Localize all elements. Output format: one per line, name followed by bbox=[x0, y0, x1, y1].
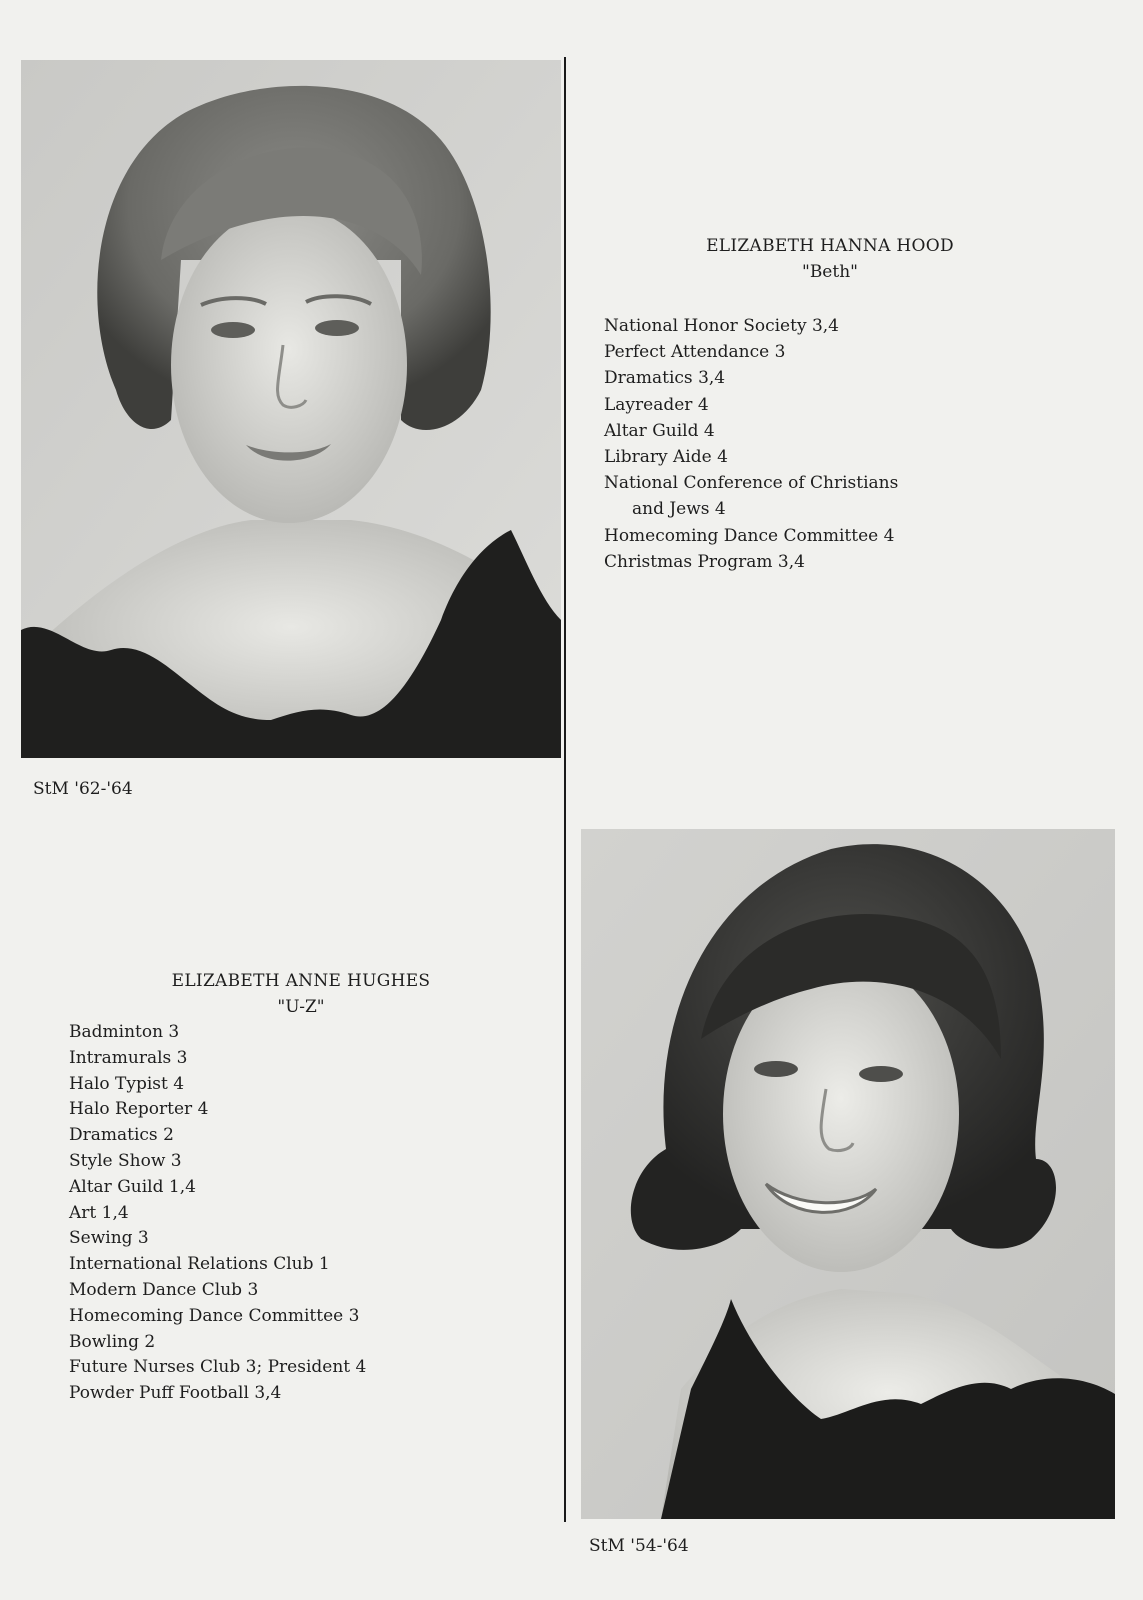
activity-item: Sewing 3 bbox=[69, 1228, 149, 1249]
activity-item: Art 1,4 bbox=[69, 1202, 129, 1223]
student-nickname: "Beth" bbox=[802, 262, 858, 282]
portrait-photo-hood bbox=[21, 60, 561, 758]
activity-item: Layreader 4 bbox=[604, 394, 709, 415]
activity-item: Halo Typist 4 bbox=[69, 1073, 185, 1094]
activity-item: Homecoming Dance Committee 3 bbox=[69, 1305, 360, 1326]
student-name-block-hood bbox=[700, 233, 960, 285]
activity-item: Perfect Attendance 3 bbox=[604, 342, 786, 363]
activity-item: Powder Puff Football 3,4 bbox=[69, 1383, 282, 1404]
activity-item: Altar Guild 1,4 bbox=[69, 1176, 196, 1197]
activity-item: Altar Guild 4 bbox=[604, 420, 715, 441]
student-name-block-hughes bbox=[170, 968, 432, 1020]
activity-item-continued: and Jews 4 bbox=[632, 499, 726, 520]
activity-item: Dramatics 2 bbox=[69, 1125, 174, 1146]
student-name: ELIZABETH HANNA HOOD bbox=[706, 236, 954, 256]
activity-item: Style Show 3 bbox=[69, 1150, 182, 1171]
attendance-caption-hood: StM '62-'64 bbox=[33, 779, 133, 799]
activities-list-hughes bbox=[69, 1020, 366, 1407]
activity-item: Dramatics 3,4 bbox=[604, 368, 726, 389]
activity-item: National Honor Society 3,4 bbox=[604, 316, 839, 336]
activity-item: Badminton 3 bbox=[69, 1022, 180, 1042]
activity-item: International Relations Club 1 bbox=[69, 1254, 330, 1275]
activity-item: Homecoming Dance Committee 4 bbox=[604, 525, 895, 546]
activity-item: Library Aide 4 bbox=[604, 447, 728, 468]
portrait-photo-hughes bbox=[581, 829, 1115, 1519]
activity-item: Future Nurses Club 3; President 4 bbox=[69, 1357, 367, 1378]
activity-item: Bowling 2 bbox=[69, 1331, 156, 1352]
activity-item: Halo Reporter 4 bbox=[69, 1099, 209, 1120]
activity-item: Intramurals 3 bbox=[69, 1047, 188, 1068]
student-name: ELIZABETH ANNE HUGHES bbox=[171, 971, 431, 991]
activity-item: Christmas Program 3,4 bbox=[604, 551, 805, 572]
activities-list-hood bbox=[604, 313, 898, 575]
student-nickname: "U-Z" bbox=[277, 997, 325, 1017]
attendance-caption-hughes: StM '54-'64 bbox=[589, 1536, 689, 1556]
activity-item: National Conference of Christians bbox=[604, 473, 899, 494]
center-divider bbox=[564, 57, 566, 1522]
activity-item: Modern Dance Club 3 bbox=[69, 1279, 259, 1300]
